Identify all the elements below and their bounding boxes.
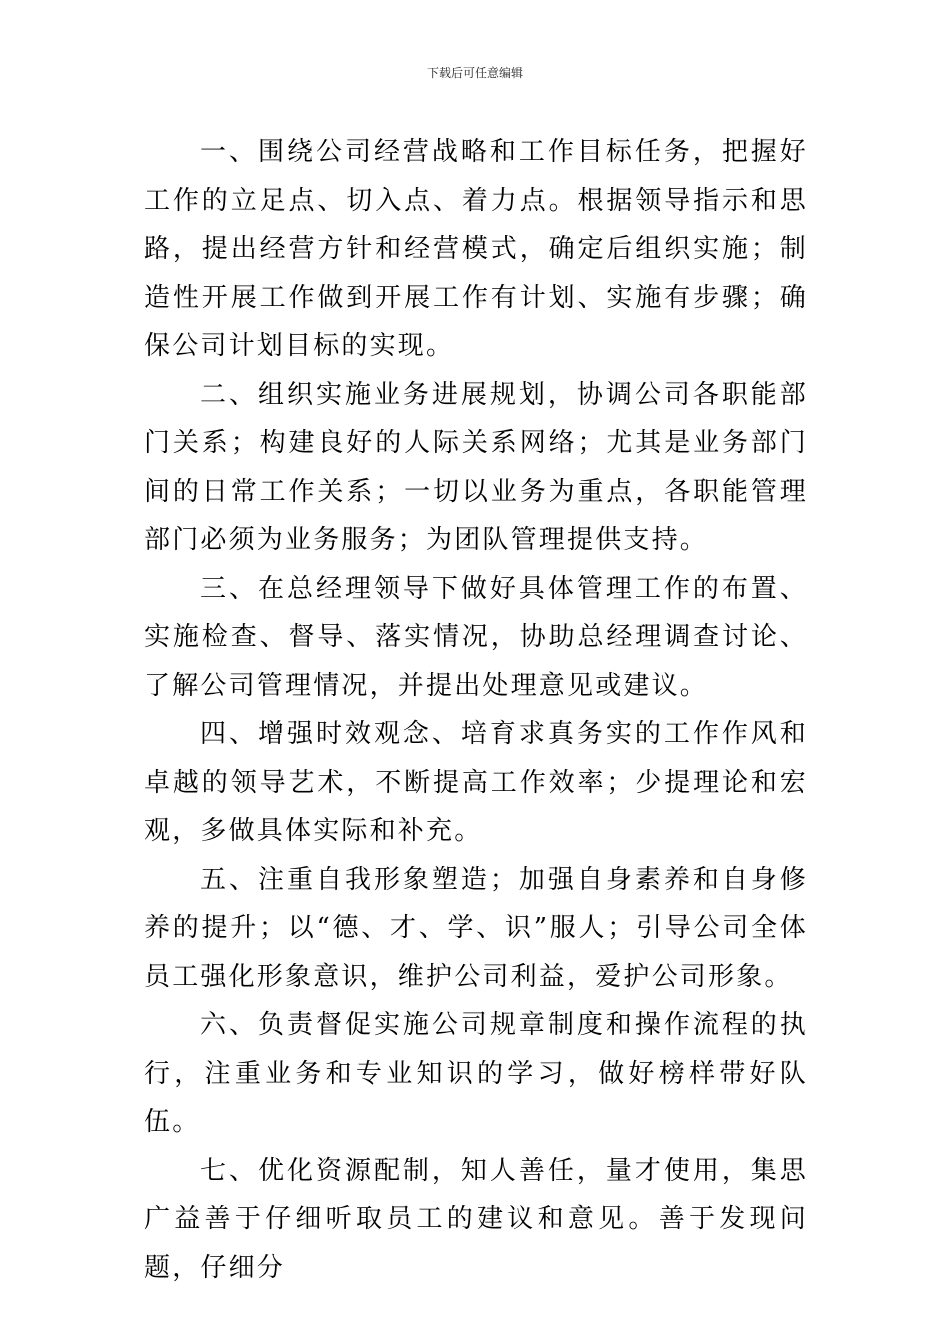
paragraph-6: 六、负责督促实施公司规章制度和操作流程的执行，注重业务和专业知识的学习，做好榜样带好队伍。 [144, 1010, 808, 1137]
paragraph-2: 二、组织实施业务进展规划，协调公司各职能部门关系；构建良好的人际关系网络；尤其是业务部门间的日常工作关系；一切以业务为重点，各职能管理部门必须为业务服务；为团队管理提供支持。 [144, 379, 808, 555]
paragraph-3: 三、在总经理领导下做好具体管理工作的布置、实施检查、督导、落实情况，协助总经理调查讨论、了解公司管理情况，并提出处理意见或建议。 [144, 573, 808, 701]
paragraph-5: 五、注重自我形象塑造；加强自身素养和自身修养的提升；以“德、才、学、识”服人；引导公司全体员工强化形象意识，维护公司利益，爱护公司形象。 [144, 864, 808, 992]
paragraph-7: 七、优化资源配制，知人善任，量才使用，集思广益善于仔细听取员工的建议和意见。善于发现问题，仔细分 [144, 1155, 808, 1283]
document-body [144, 128, 808, 1292]
paragraph-1: 一、围绕公司经营战略和工作目标任务，把握好工作的立足点、切入点、着力点。根据领导指示和思路，提出经营方针和经营模式，确定后组织实施；制造性开展工作做到开展工作有计划、实施有步骤；确保公司计划目标的实现。 [144, 137, 808, 361]
paragraph-4: 四、增强时效观念、培育求真务实的工作作风和卓越的领导艺术，不断提高工作效率；少提理论和宏观，多做具体实际和补充。 [144, 719, 808, 846]
page-header: 下载后可任意编辑 [426, 66, 523, 80]
